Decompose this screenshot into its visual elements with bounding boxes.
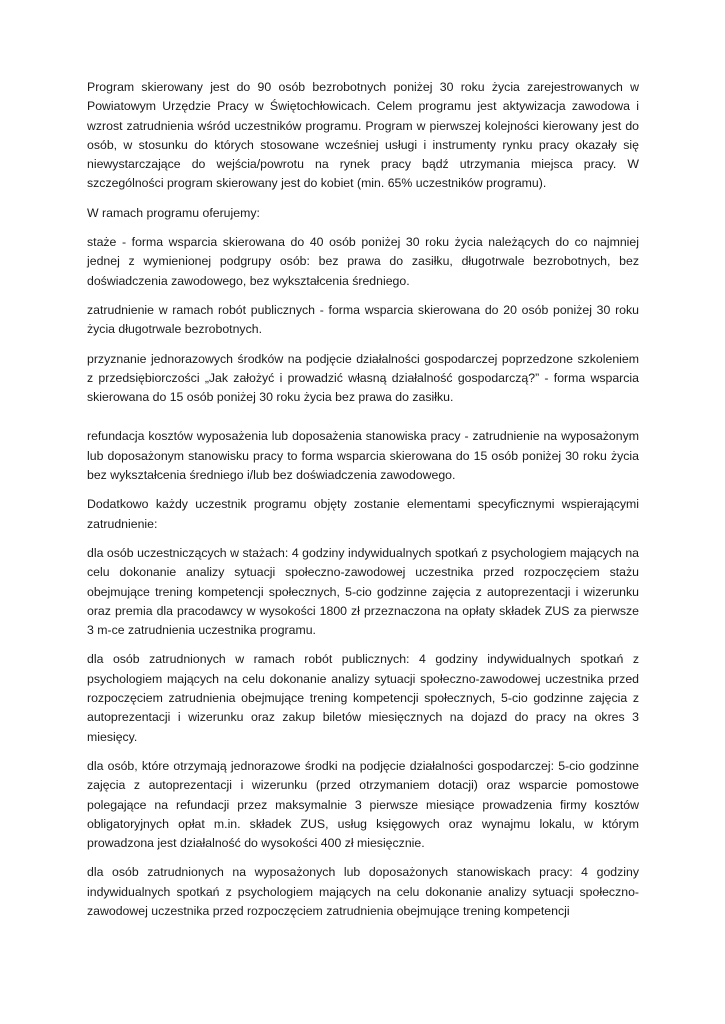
internships-paragraph: staże - forma wsparcia skierowana do 40 osób poniżej 30 roku życia należących do co najmniej jednej z wymienionej podgrupy osób: bez prawa do zasiłku, długotrwale bezrobotnych, bez doświadczenia zawodowego, bez wykształcenia średniego. bbox=[87, 235, 639, 288]
document-body bbox=[87, 78, 639, 931]
additional-support-paragraph: Dodatkowo każdy uczestnik programu objęty zostanie elementami specyficznymi wspierającymi zatrudnienie: bbox=[87, 497, 639, 531]
internship-support-paragraph: dla osób uczestniczących w stażach: 4 godziny indywidualnych spotkań z psychologiem mających na celu dokonanie analizy sytuacji społeczno-zawodowej uczestnika przed rozpoczęciem stażu obejmujące trening kompetencji społecznych, 5-cio godzinne zajęcia z autoprezentacji i wizerunku oraz premia dla pracodawcy w wysokości 1800 zł przeznaczona na opłaty składek ZUS za pierwsze 3 m-ce zatrudnienia uczestnika programu. bbox=[87, 545, 639, 638]
workstation-support-paragraph: dla osób zatrudnionych na wyposażonych lub doposażonych stanowiskach pracy: 4 godziny indywidualnych spotkań z psychologiem mających na celu dokonanie analizy sytuacji społeczno-zawodowej uczestnika przed rozpoczęciem zatrudnienia obejmujące trening kompetencji bbox=[87, 865, 639, 918]
business-grant-paragraph: przyznanie jednorazowych środków na podjęcie działalności gospodarczej poprzedzone szkoleniem z przedsiębiorczości „Jak założyć i prowadzić własną działalność gospodarczą?” - forma wsparcia skierowana do 15 osób poniżej 30 roku życia bez prawa do zasiłku. bbox=[87, 351, 639, 405]
public-works-paragraph: zatrudnienie w ramach robót publicznych - forma wsparcia skierowana do 20 osób poniżej 30 roku życia długotrwale bezrobotnych. bbox=[87, 302, 639, 337]
public-works-support-paragraph: dla osób zatrudnionych w ramach robót publicznych: 4 godziny indywidualnych spotkań z psychologiem mających na celu dokonanie analizy sytuacji społeczno-zawodowej uczestnika przed rozpoczęciem zatrudnienia obejmujące trening kompetencji społecznych, 5-cio godzinne zajęcia z autoprezentacji i wizerunku oraz zakup biletów miesięcznych na dojazd do pracy na okres 3 miesięcy. bbox=[87, 652, 639, 744]
offer-intro-paragraph: W ramach programu oferujemy: bbox=[87, 205, 260, 220]
workstation-refund-paragraph: refundacja kosztów wyposażenia lub doposażenia stanowiska pracy - zatrudnienie na wyposażonym lub doposażonym stanowisku pracy to forma wsparcia skierowana do 15 osób poniżej 30 roku życia bez wykształcenia średniego i/lub bez doświadczenia zawodowego. bbox=[87, 429, 639, 483]
business-support-paragraph: dla osób, które otrzymają jednorazowe środki na podjęcie działalności gospodarczej: 5-cio godzinne zajęcia z autoprezentacji i wizerunku (przed otrzymaniem dotacji) oraz wsparcie pomostowe polegające na refundacji przez maksymalnie 3 pierwsze miesiące prowadzenia firmy kosztów obligatoryjnych opłat m.in. składek ZUS, usług księgowych oraz wynajmu lokalu, w którym prowadzona jest działalność do wysokości 400 zł miesięcznie. bbox=[87, 758, 639, 851]
program-description-paragraph: Program skierowany jest do 90 osób bezrobotnych poniżej 30 roku życia zarejestrowanych w Powiatowym Urzędzie Pracy w Świętochłowicach. Celem programu jest aktywizacja zawodowa i wzrost zatrudnienia wśród uczestników programu. Program w pierwszej kolejności kierowany jest do osób, w stosunku do których stosowane wcześniej usługi i instrumenty rynku pracy okazały się niewystarczające do wejścia/powrotu na rynek pracy bądź utrzymania miejsca pracy. W szczególności program skierowany jest do kobiet (min. 65% uczestników programu). bbox=[87, 80, 639, 191]
